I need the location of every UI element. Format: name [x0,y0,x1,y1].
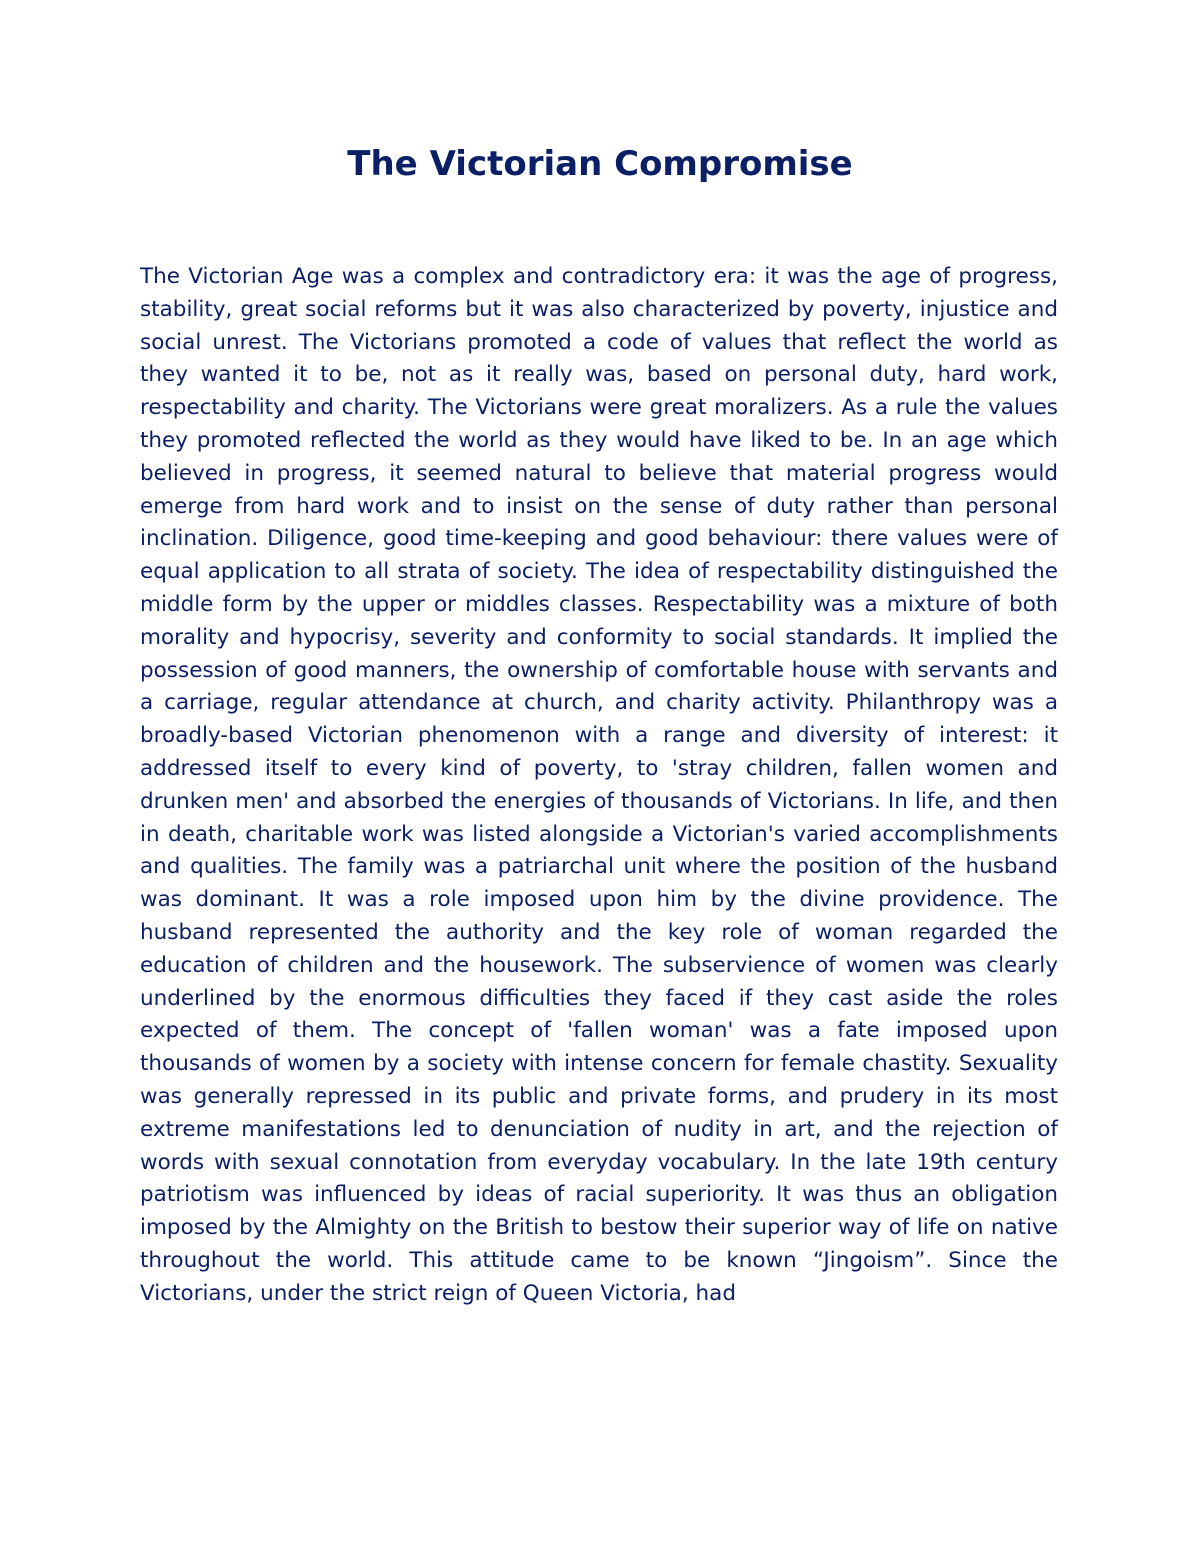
page-title: The Victorian Compromise [347,144,853,184]
body-paragraph: The Victorian Age was a complex and contradictory era: it was the age of progress, stability, great social reforms but it was also characterized by poverty, injustice and social unrest. The Victorians promoted a code of values that reflect the world as they wanted it to be, not as it really was, based on personal duty, hard work, respectability and charity. The Victorians were great moralizers. As a rule the values they promoted reflected the world as they would have liked to be. In an age which believed in progress, it seemed natural to believe that material progress would emerge from hard work and to insist on the sense of duty rather than personal inclination. Diligence, good time-keeping and good behaviour: there values were of equal application to all strata of society. The idea of respectability distinguished the middle form by the upper or middles classes. Respectability was a mixture of both morality and hypocrisy, severity and conformity to social standards. It implied the possession of good manners, the ownership of comfortable house with servants and a carriage, regular attendance at church, and charity activity. Philanthropy was a broadly-based Victorian phenomenon with a range and diversity of interest: it addressed itself to every kind of poverty, to 'stray children, fallen women and drunken men' and absorbed the energies of thousands of Victorians. In life, and then in death, charitable work was listed alongside a Victorian's varied accomplishments and qualities. The family was a patriarchal unit where the position of the husband was dominant. It was a role imposed upon him by the divine providence. The husband represented the authority and the key role of woman regarded the education of children and the housework. The subservience of women was clearly underlined by the enormous difficulties they faced if they cast aside the roles expected of them. The concept of 'fallen woman' was a fate imposed upon thousands of women by a society with intense concern for female chastity. Sexuality was generally repressed in its public and private forms, and prudery in its most extreme manifestations led to denunciation of nudity in art, and the rejection of words with sexual connotation from everyday vocabulary. In the late 19th century patriotism was influenced by ideas of racial superiority. It was thus an obligation imposed by the Almighty on the British to bestow their superior way of life on native throughout the world. This attitude came to be known “Jingoism”. Since the Victorians, under the strict reign of Queen Victoria, had [140,264,1058,1306]
